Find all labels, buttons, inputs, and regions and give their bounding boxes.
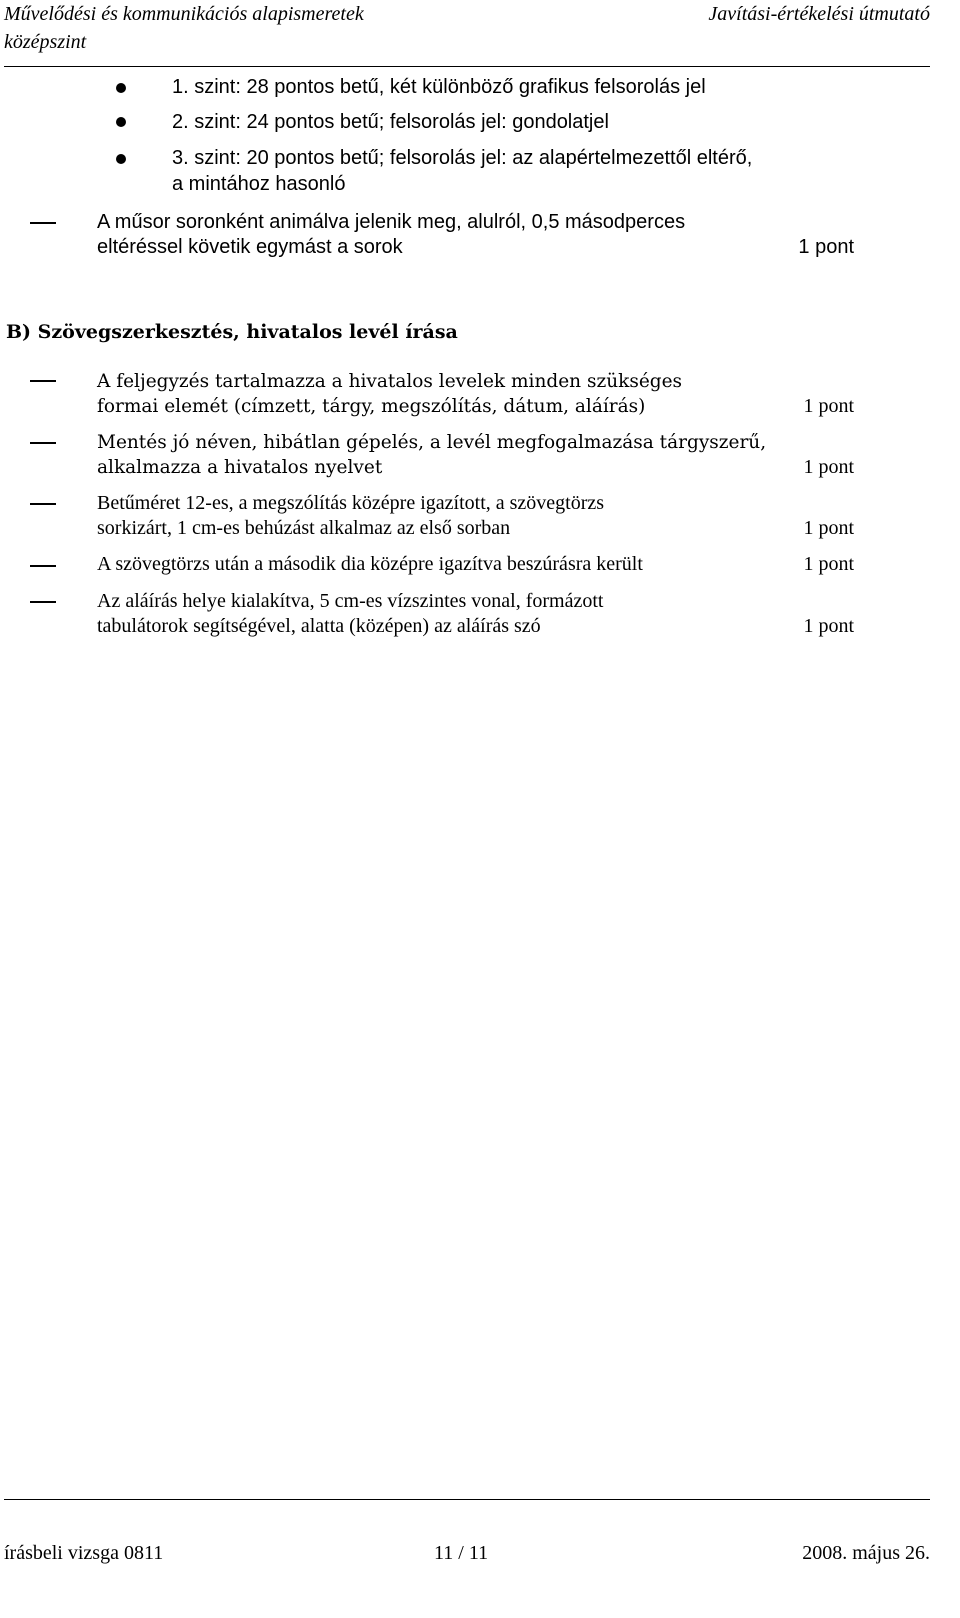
dash-marker — [30, 601, 56, 603]
header-level: középszint — [4, 31, 87, 53]
header-subject — [4, 0, 364, 56]
scoring-item-line1: A szövegtörzs után a második dia középre igazítva beszúrásra került — [97, 553, 643, 575]
scoring-item-line2: eltéréssel követik egymást a sorok — [97, 236, 403, 258]
section-b-title: B) Szövegszerkesztés, hivatalos levél írása — [6, 321, 458, 343]
dash-marker — [30, 380, 56, 382]
points-label: 1 pont — [803, 517, 854, 539]
bullet-item-level3-line2: a mintához hasonló — [172, 173, 346, 195]
bullet-dot — [116, 83, 126, 93]
scoring-item-line1: Az aláírás helye kialakítva, 5 cm-es vízszintes vonal, formázott — [97, 590, 604, 612]
dash-marker — [30, 442, 56, 444]
bullet-item-level2: 2. szint: 24 pontos betű; felsorolás jel: gondolatjel — [172, 111, 609, 133]
page-footer — [4, 1499, 930, 1618]
dash-marker — [30, 222, 56, 224]
header-subject-line1: Művelődési és kommunikációs alapismeretek — [4, 3, 364, 25]
scoring-item-animation — [97, 210, 787, 260]
footer-exam-code: írásbeli vizsga 0811 — [4, 1542, 164, 1564]
footer-page-number: 11 / 11 — [434, 1542, 489, 1564]
dash-marker — [30, 503, 56, 505]
bullet-dot — [116, 154, 126, 164]
scoring-item-line1: Betűméret 12-es, a megszólítás középre igazított, a szövegtörzs — [97, 492, 605, 514]
scoring-item-line2: alkalmazza a hivatalos nyelvet — [97, 457, 383, 478]
points-label: 1 pont — [803, 615, 854, 637]
points-label: 1 pont — [803, 456, 854, 478]
scoring-item-slide-insert — [97, 552, 787, 577]
bullet-item-level1: 1. szint: 28 pontos betű, két különböző grafikus felsorolás jel — [172, 76, 706, 98]
bullet-dot — [116, 117, 126, 127]
scoring-item-formal-elements — [97, 369, 787, 419]
scoring-item-line2: tabulátorok segítségével, alatta (középen) az aláírás szó — [97, 615, 541, 637]
bullet-item-level3-line1: 3. szint: 20 pontos betű; felsorolás jel: az alapértelmezettől eltérő, — [172, 147, 753, 169]
bullet-item-level3 — [172, 145, 812, 197]
scoring-item-font-alignment — [97, 491, 787, 541]
points-label: 1 pont — [803, 395, 854, 417]
scoring-item-signature — [97, 589, 787, 639]
points-label: 1 pont — [798, 236, 854, 258]
scoring-item-line1: Mentés jó néven, hibátlan gépelés, a levél megfogalmazása tárgyszerű, — [97, 432, 767, 453]
dash-marker — [30, 565, 56, 567]
points-label: 1 pont — [803, 553, 854, 575]
page-header — [4, 0, 930, 67]
scoring-item-line1: A műsor soronként animálva jelenik meg, alulról, 0,5 másodperces — [97, 211, 686, 233]
scoring-item-line1: A feljegyzés tartalmazza a hivatalos levelek minden szükséges — [97, 371, 683, 392]
scoring-item-saving-typing — [97, 430, 787, 480]
scoring-item-line2: sorkizárt, 1 cm-es behúzást alkalmaz az első sorban — [97, 517, 511, 539]
header-doc-type: Javítási-értékelési útmutató — [708, 3, 930, 25]
scoring-item-line2: formai elemét (címzett, tárgy, megszólítás, dátum, aláírás) — [97, 396, 646, 417]
footer-date: 2008. május 26. — [802, 1542, 930, 1564]
